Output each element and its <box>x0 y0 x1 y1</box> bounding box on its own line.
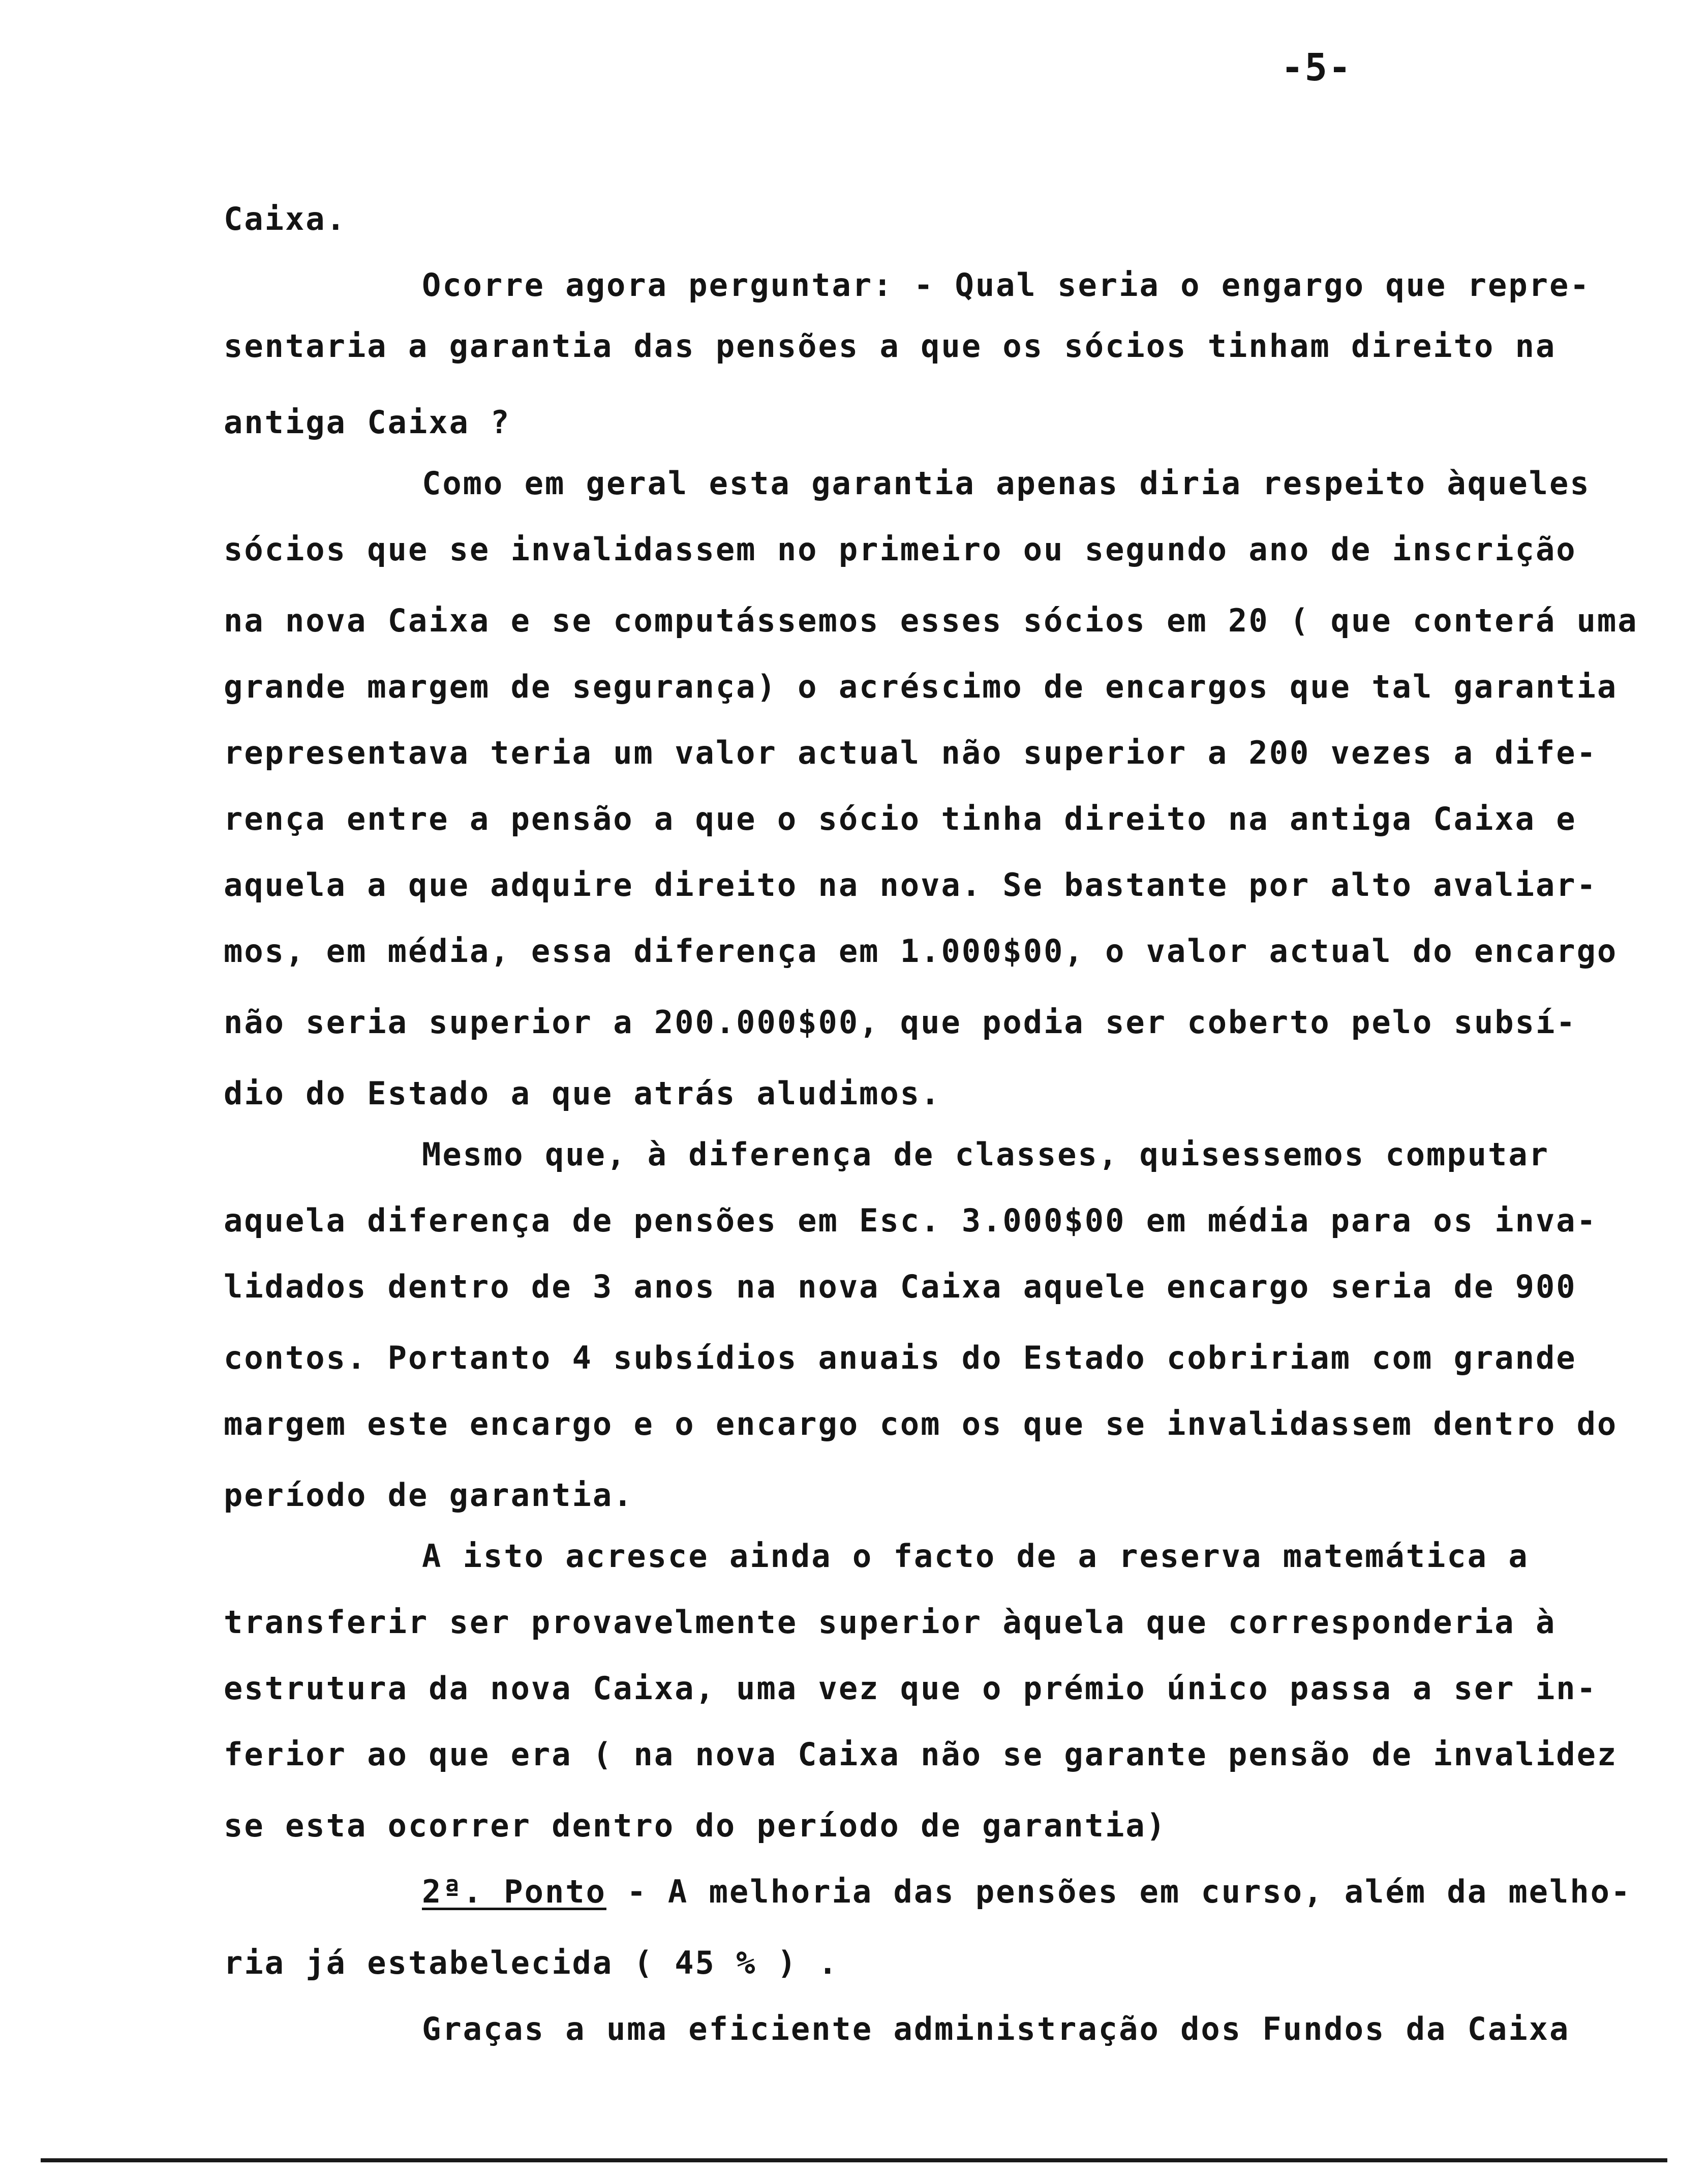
text-line-6: sócios que se invalidassem no primeiro ou segundo ano de inscrição <box>224 531 1577 568</box>
text-line-14: dio do Estado a que atrás aludimos. <box>224 1075 941 1112</box>
text-line-21: A isto acresce ainda o facto de a reserva matemática a <box>422 1537 1529 1575</box>
text-line-27: ria já estabelecida ( 45 % ) . <box>224 1944 839 1981</box>
section-heading-line <box>422 1873 1632 1910</box>
text-line-10: rença entre a pensão a que o sócio tinha direito na antiga Caixa e <box>224 800 1577 837</box>
text-line-1: Caixa. <box>224 200 347 237</box>
text-line-19: margem este encargo e o encargo com os que se invalidassem dentro do <box>224 1405 1618 1442</box>
text-line-13: não seria superior a 200.000$00, que podia ser coberto pelo subsí- <box>224 1004 1577 1041</box>
text-line-3: sentaria a garantia das pensões a que os sócios tinham direito na <box>224 327 1557 365</box>
text-line-15: Mesmo que, à diferença de classes, quisessemos computar <box>422 1136 1549 1173</box>
section-heading-label: 2ª. Ponto <box>422 1873 606 1910</box>
bottom-edge-rule <box>41 2158 1667 2162</box>
text-line-17: lidados dentro de 3 anos na nova Caixa aquele encargo seria de 900 <box>224 1268 1577 1305</box>
text-line-2: Ocorre agora perguntar: - Qual seria o engargo que repre- <box>422 266 1591 304</box>
text-line-4: antiga Caixa ? <box>224 404 511 441</box>
section-heading-text: - A melhoria das pensões em curso, além da melho- <box>627 1873 1632 1910</box>
text-line-16: aquela diferença de pensões em Esc. 3.000$00 em média para os inva- <box>224 1202 1597 1239</box>
text-line-23: estrutura da nova Caixa, uma vez que o prémio único passa a ser in- <box>224 1670 1597 1707</box>
text-line-5: Como em geral esta garantia apenas diria respeito àqueles <box>422 465 1591 502</box>
text-line-8: grande margem de segurança) o acréscimo de encargos que tal garantia <box>224 668 1618 705</box>
text-line-22: transferir ser provavelmente superior àquela que corresponderia à <box>224 1604 1557 1641</box>
text-line-9: representava teria um valor actual não superior a 200 vezes a dife- <box>224 734 1597 771</box>
text-line-28: Graças a uma eficiente administração dos Fundos da Caixa <box>422 2010 1570 2047</box>
text-line-18: contos. Portanto 4 subsídios anuais do Estado cobririam com grande <box>224 1339 1577 1376</box>
text-line-11: aquela a que adquire direito na nova. Se bastante por alto avaliar- <box>224 866 1597 903</box>
page-number: -5- <box>1281 46 1352 89</box>
text-line-20: período de garantia. <box>224 1476 634 1514</box>
text-line-7: na nova Caixa e se computássemos esses sócios em 20 ( que conterá uma <box>224 602 1638 639</box>
text-line-24: ferior ao que era ( na nova Caixa não se garante pensão de invalidez <box>224 1736 1618 1773</box>
text-line-25: se esta ocorrer dentro do período de garantia) <box>224 1807 1167 1844</box>
text-line-12: mos, em média, essa diferença em 1.000$00, o valor actual do encargo <box>224 932 1618 970</box>
